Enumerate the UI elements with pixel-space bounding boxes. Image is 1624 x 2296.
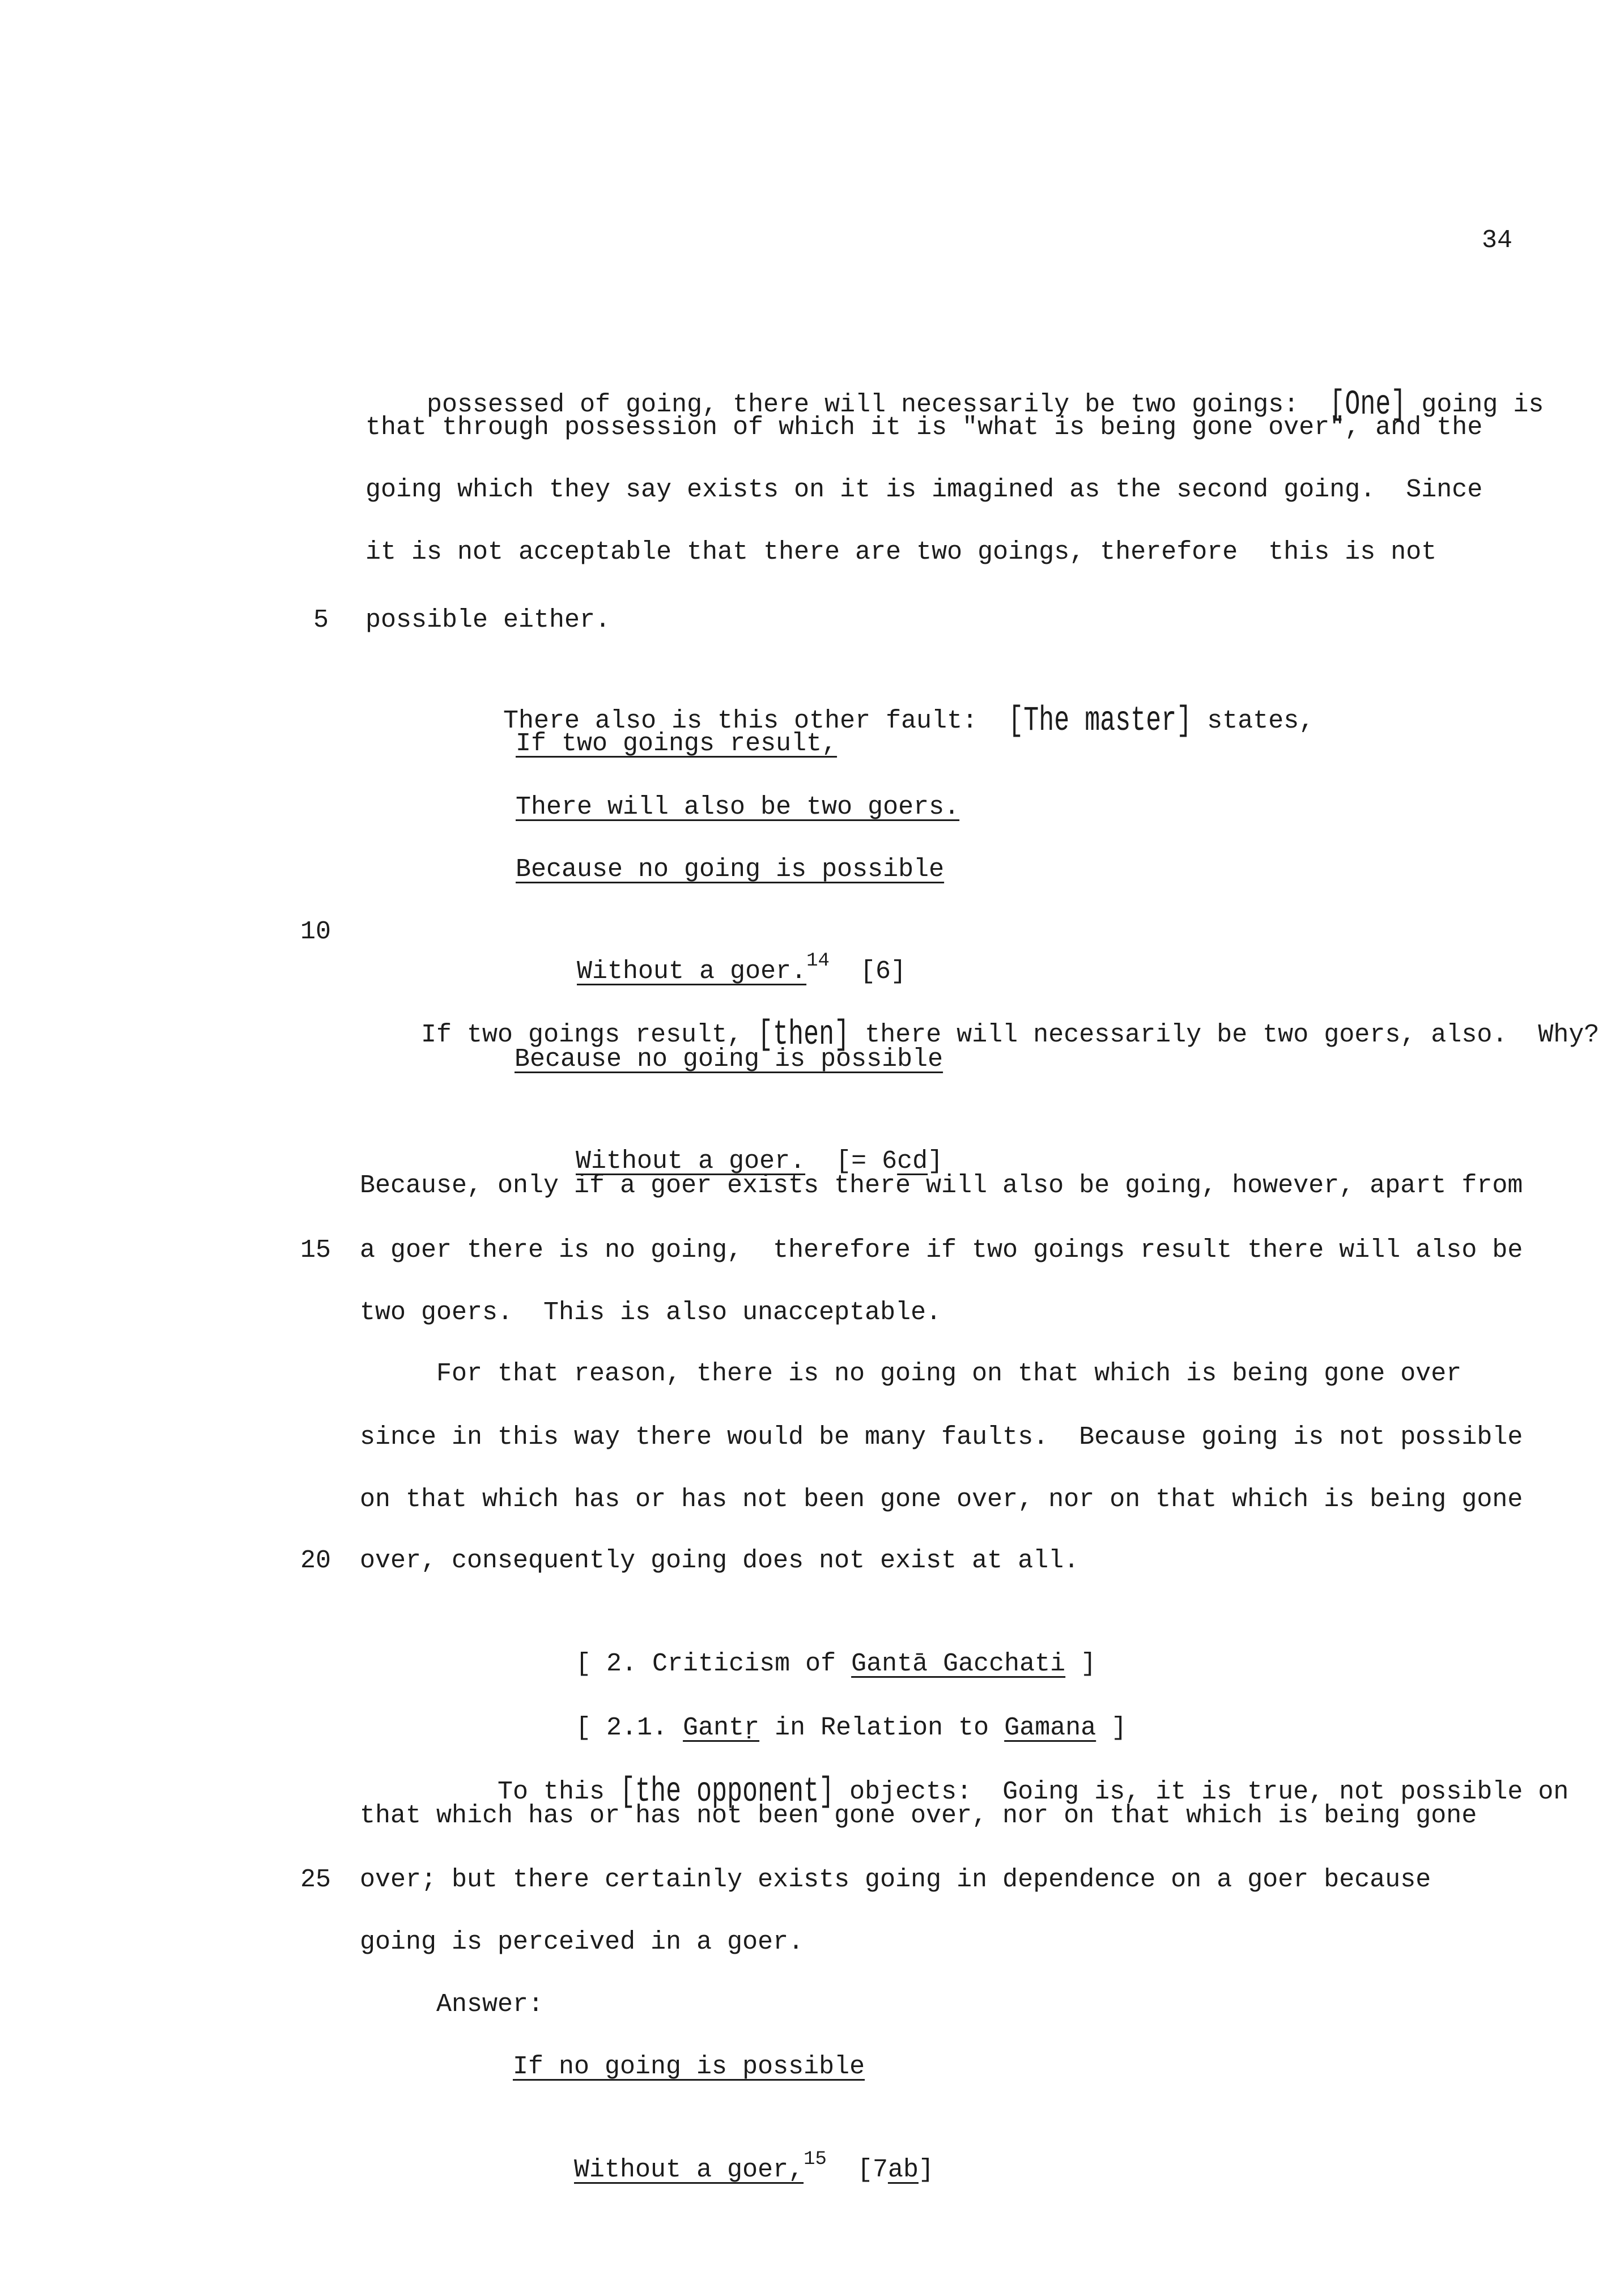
verse-reference: [7ab] <box>857 2155 934 2184</box>
verse-line: Without a goer.$^{14}$ [6] <box>577 950 906 986</box>
verse-line: Without a goer,$^{15}$ [7ab] <box>574 2149 934 2184</box>
text-line-15: a goer there is no going, therefore if two goings result there will also be <box>360 1236 1523 1265</box>
text-line-1: possessed of going, there will necessarily be two goings: [One] going is <box>365 346 1544 385</box>
text-line-17: For that reason, there is no going on that which is being gone over <box>436 1359 1462 1388</box>
verse-line: If no going is possible <box>513 2052 865 2081</box>
verse-reference: [6] <box>860 957 906 986</box>
verse-reference: [= 6cd] <box>836 1147 943 1176</box>
text-line-4: it is not acceptable that there are two goings, therefore this is not <box>365 538 1437 567</box>
page-number: 34 <box>1482 226 1513 255</box>
line-number-15: 15 <box>300 1236 331 1265</box>
editorial-bracket: [The master] <box>1008 701 1192 741</box>
editorial-bracket: [One] <box>1329 385 1406 424</box>
quoted-verse-line: Because no going is possible <box>515 1045 943 1074</box>
line-number-10: 10 <box>300 917 331 946</box>
text-line-24: that which has or has not been gone over, nor on that which is being gone <box>360 1801 1477 1830</box>
editorial-bracket: [the opponent] <box>620 1772 835 1812</box>
editorial-bracket: [then] <box>758 1015 850 1055</box>
text-line-25: over; but there certainly exists going in dependence on a goer because <box>360 1865 1431 1894</box>
text-line-19: on that which has or has not been gone over, nor on that which is being gone <box>360 1485 1523 1514</box>
text-line-3: going which they say exists on it is imagined as the second going. Since <box>365 475 1483 504</box>
section-heading-2-1: [ 2.1. Gantṛ in Relation to Gamana ] <box>576 1714 1127 1742</box>
quoted-verse-line: Without a goer. [= 6cd] <box>576 1147 943 1176</box>
line-number-5: 5 <box>313 606 329 635</box>
line-number-20: 20 <box>300 1546 331 1575</box>
text-line-16: two goers. This is also unacceptable. <box>360 1298 942 1327</box>
text-line-2: that through possession of which it is "what is being gone over", and the <box>365 413 1483 442</box>
footnote-marker: 15 <box>804 2149 827 2170</box>
line-number-25: 25 <box>300 1865 331 1894</box>
text-line-5: possible either. <box>365 606 611 635</box>
section-heading-2: [ 2. Criticism of Gantā Gacchati ] <box>576 1649 1096 1678</box>
text-line-27: Answer: <box>436 1990 544 2019</box>
text-line-14: Because, only if a goer exists there will also be going, however, apart from <box>360 1171 1523 1200</box>
text-line-6: There also is this other fault: [The master] states, <box>442 662 1314 701</box>
text-line-20: over, consequently going does not exist at all. <box>360 1546 1079 1575</box>
text-line-23: To this [the opponent] objects: Going is, it is true, not possible on <box>436 1733 1568 1772</box>
verse-line: Because no going is possible <box>516 855 945 884</box>
text-line-18: since in this way there would be many faults. Because going is not possible <box>360 1423 1523 1452</box>
verse-line: If two goings result, <box>516 729 837 758</box>
text-line-11: If two goings result, [then] there will necessarily be two goers, also. Why? <box>360 976 1599 1015</box>
footnote-marker: 14 <box>806 950 830 972</box>
verse-line: There will also be two goers. <box>516 793 960 822</box>
text-line-26: going is perceived in a goer. <box>360 1928 804 1957</box>
